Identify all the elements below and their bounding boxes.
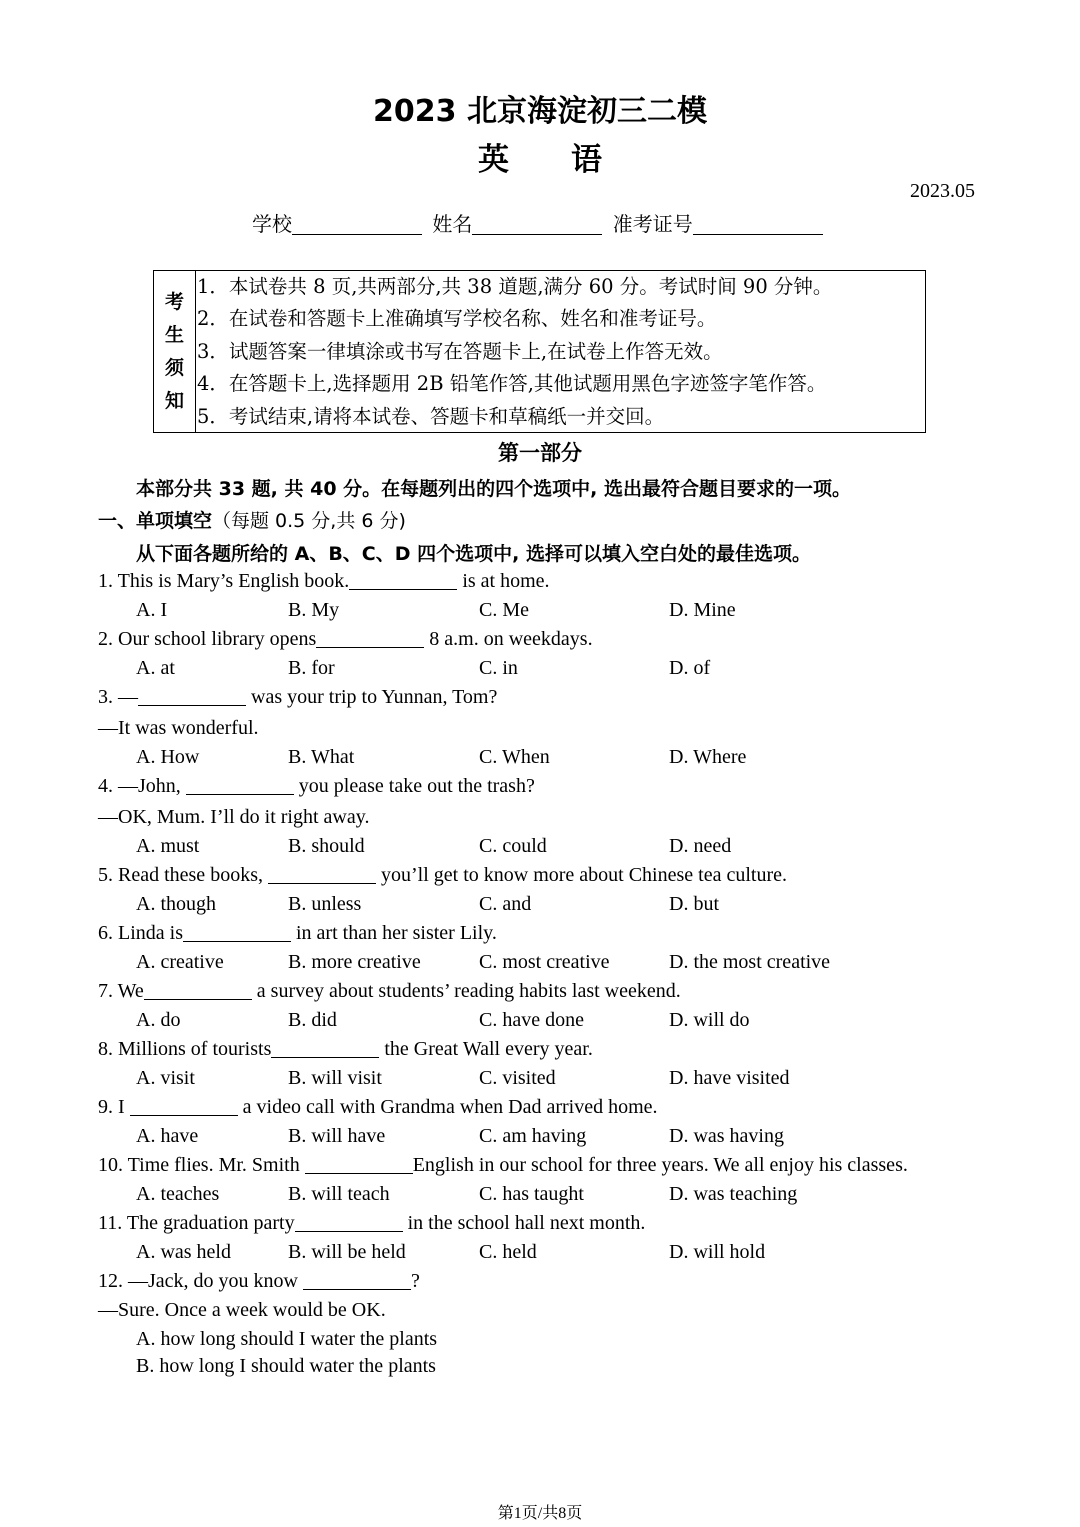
answer-option: A. at (136, 657, 175, 679)
answer-option: B. for (288, 657, 335, 679)
answer-option: B. did (288, 1009, 337, 1031)
question-text: 10. Time flies. Mr. Smith (98, 1154, 305, 1176)
question-stem (98, 628, 593, 651)
part-one-title: 第一部分 (498, 441, 582, 465)
question-text: in art than her sister Lily. (291, 922, 497, 944)
answer-blank (295, 1213, 403, 1232)
section-instruction: 从下面各题所给的 A、B、C、D 四个选项中, 选择可以填入空白处的最佳选项。 (136, 543, 811, 565)
question-stem (98, 1038, 593, 1061)
name-label: 姓名 (432, 212, 473, 236)
question-stem (98, 922, 497, 945)
question-reply: —It was wonderful. (98, 717, 259, 739)
question-text: you’ll get to know more about Chinese tea culture. (375, 864, 787, 886)
answer-option: A. teaches (136, 1183, 220, 1205)
answer-option: C. held (479, 1241, 537, 1263)
answer-option: C. have done (479, 1009, 584, 1031)
question-text: 11. The graduation party (98, 1212, 295, 1234)
question-stem (98, 775, 535, 798)
answer-blank (316, 629, 424, 648)
question-text: in the school hall next month. (402, 1212, 646, 1234)
answer-blank (130, 1097, 238, 1116)
answer-option: D. have visited (669, 1067, 790, 1089)
answer-blank (349, 571, 457, 590)
question-reply: —Sure. Once a week would be OK. (98, 1299, 386, 1321)
page-footer: 第1页/共8页 (497, 1505, 583, 1522)
answer-option: C. When (479, 746, 550, 768)
question-text: 4. —John, (98, 775, 186, 797)
question-text: is at home. (457, 570, 550, 592)
question-text: 8. Millions of tourists (98, 1038, 272, 1060)
answer-option: D. need (669, 835, 732, 857)
question-text: a survey about students’ reading habits last weekend. (251, 980, 681, 1002)
question-text: 2. Our school library opens (98, 628, 317, 650)
question-text: was your trip to Yunnan, Tom? (246, 686, 498, 708)
answer-option: B. more creative (288, 951, 421, 973)
answer-option: D. of (669, 657, 711, 679)
answer-option: B. unless (288, 893, 362, 915)
question-text: English in our school for three years. We all enjoy his classes. (412, 1154, 908, 1176)
answer-option: D. the most creative (669, 951, 831, 973)
answer-blank (138, 687, 246, 706)
question-text: 9. I (98, 1096, 130, 1118)
question-stem (98, 980, 681, 1003)
answer-option: A. how long should I water the plants (136, 1328, 438, 1350)
answer-option: A. though (136, 893, 216, 915)
answer-option: B. What (288, 746, 355, 768)
question-text: 1. This is Mary’s English book. (98, 570, 350, 592)
question-stem (98, 1154, 908, 1177)
section-heading (98, 506, 406, 533)
answer-option: C. visited (479, 1067, 556, 1089)
question-text: you please take out the trash? (293, 775, 535, 797)
answer-blank (271, 1039, 379, 1058)
answer-option: B. should (288, 835, 365, 857)
notice-label (154, 271, 196, 432)
exam-subject: 英语 (478, 142, 664, 178)
answer-option: A. must (136, 835, 200, 857)
answer-option: C. and (479, 893, 532, 915)
answer-option: B. will teach (288, 1183, 390, 1205)
question-text: a video call with Grandma when Dad arrived home. (237, 1096, 658, 1118)
answer-blank (186, 776, 294, 795)
answer-option: B. will be held (288, 1241, 406, 1263)
question-text: 12. —Jack, do you know (98, 1270, 303, 1292)
answer-option: D. was having (669, 1125, 784, 1147)
answer-blank (303, 1271, 411, 1290)
exam-id-blank (693, 214, 823, 235)
name-blank (472, 214, 602, 235)
notice-items (197, 271, 832, 433)
notice-label-char: 知 (164, 389, 184, 412)
notice-item: 4．在答题卡上,选择题用 2B 铅笔作答,其他试题用黑色字迹签字笔作答。 (197, 372, 827, 396)
answer-option: A. How (136, 746, 200, 768)
answer-blank (268, 865, 376, 884)
answer-option: D. Mine (669, 599, 736, 621)
answer-option: C. in (479, 657, 518, 679)
question-text: 5. Read these books, (98, 864, 268, 886)
question-text: 3. — (98, 686, 138, 708)
question-text: 6. Linda is (98, 922, 183, 944)
answer-option: B. how long I should water the plants (136, 1355, 436, 1377)
notice-item: 2．在试卷和答题卡上准确填写学校名称、姓名和准考证号。 (197, 307, 717, 331)
exam-id-label: 准考证号 (612, 212, 693, 236)
answer-option: C. has taught (479, 1183, 584, 1205)
answer-option: B. will have (288, 1125, 386, 1147)
question-reply: —OK, Mum. I’ll do it right away. (98, 806, 370, 828)
question-stem (98, 1212, 645, 1235)
answer-option: D. was teaching (669, 1183, 798, 1205)
notice-label-char: 须 (164, 356, 184, 379)
answer-option: A. visit (136, 1067, 195, 1089)
answer-option: D. will hold (669, 1241, 766, 1263)
answer-blank (144, 981, 252, 1000)
question-text: ? (410, 1270, 420, 1292)
question-stem (98, 864, 787, 887)
answer-option: C. most creative (479, 951, 610, 973)
section-note: （每题 0.5 分,共 6 分) (212, 510, 406, 532)
notice-label-char: 考 (164, 290, 184, 313)
exam-date: 2023.05 (910, 180, 975, 202)
answer-option: A. creative (136, 951, 224, 973)
answer-option: D. Where (669, 746, 747, 768)
notice-item: 5．考试结束,请将本试卷、答题卡和草稿纸一并交回。 (197, 404, 665, 428)
answer-option: A. was held (136, 1241, 231, 1263)
question-text: the Great Wall every year. (379, 1038, 593, 1060)
question-stem (98, 1270, 420, 1293)
answer-option: C. am having (479, 1125, 587, 1147)
answer-option: D. but (669, 893, 719, 915)
question-stem (98, 570, 550, 593)
question-stem (98, 1096, 658, 1119)
answer-option: A. have (136, 1125, 199, 1147)
school-blank (292, 214, 422, 235)
notice-label-char: 生 (164, 323, 184, 346)
notice-item: 1．本试卷共 8 页,共两部分,共 38 道题,满分 60 分。考试时间 90 分钟。 (197, 275, 833, 298)
part-one-intro: 本部分共 33 题, 共 40 分。在每题列出的四个选项中, 选出最符合题目要求的一项。 (136, 478, 852, 500)
exam-title: 2023 北京海淀初三二模 (373, 94, 707, 129)
notice-box (153, 270, 926, 433)
school-label: 学校 (252, 212, 292, 236)
answer-option: A. do (136, 1009, 181, 1031)
question-stem (98, 686, 497, 709)
answer-option: A. I (136, 599, 168, 621)
answer-blank (183, 923, 291, 942)
answer-option: C. Me (479, 599, 529, 621)
answer-option: B. will visit (288, 1067, 382, 1089)
answer-option: B. My (288, 599, 340, 621)
notice-item: 3．试题答案一律填涂或书写在答题卡上,在试卷上作答无效。 (197, 339, 723, 363)
answer-option: C. could (479, 835, 547, 857)
question-text: 7. We (98, 980, 144, 1002)
answer-option: D. will do (669, 1009, 750, 1031)
question-text: 8 a.m. on weekdays. (424, 628, 593, 650)
answer-blank (305, 1155, 413, 1174)
section-title: 一、单项填空 (98, 510, 213, 532)
student-info-fields (252, 208, 823, 237)
